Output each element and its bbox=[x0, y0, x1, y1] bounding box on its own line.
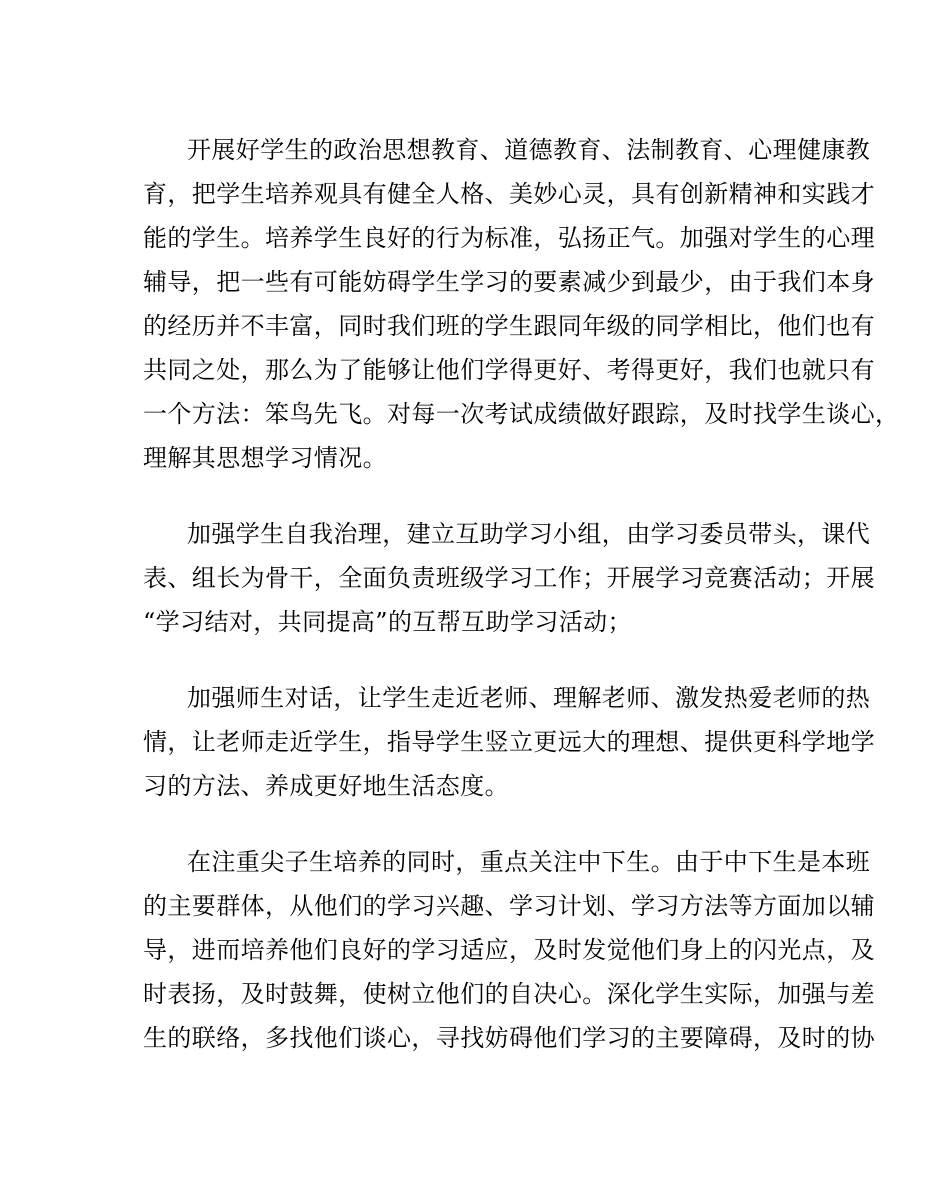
text-line: 育，把学生培养观具有健全人格、美妙心灵，具有创新精神和实践才 bbox=[143, 180, 875, 208]
text-line: 时表扬，及时鼓舞，使树立他们的自决心。深化学生实际，加强与差 bbox=[143, 980, 875, 1008]
text-line: 加强师生对话，让学生走近老师、理解老师、激发热爱老师的热 bbox=[187, 684, 871, 712]
text-line: 加强学生自我治理，建立互助学习小组，由学习委员带头，课代 bbox=[187, 520, 871, 548]
text-line: 习的方法、养成更好地生活态度。 bbox=[143, 772, 509, 800]
text-line: 表、组长为骨干，全面负责班级学习工作；开展学习竞赛活动；开展 bbox=[143, 564, 875, 592]
text-line: “学习结对，共同提高”的互帮互助学习活动； bbox=[143, 608, 632, 636]
text-line: 共同之处，那么为了能够让他们学得更好、考得更好，我们也就只有 bbox=[143, 356, 875, 384]
text-line: 在注重尖子生培养的同时，重点关注中下生。由于中下生是本班 bbox=[187, 848, 871, 876]
text-line: 生的联络，多找他们谈心，寻找妨碍他们学习的主要障碍，及时的协 bbox=[143, 1024, 875, 1052]
text-line: 辅导，把一些有可能妨碍学生学习的要素减少到最少，由于我们本身 bbox=[143, 268, 875, 296]
text-line: 导，进而培养他们良好的学习适应，及时发觉他们身上的闪光点，及 bbox=[143, 936, 875, 964]
text-line: 情，让老师走近学生，指导学生竖立更远大的理想、提供更科学地学 bbox=[143, 728, 875, 756]
text-line: 能的学生。培养学生良好的行为标准，弘扬正气。加强对学生的心理 bbox=[143, 224, 875, 252]
text-line: 的主要群体，从他们的学习兴趣、学习计划、学习方法等方面加以辅 bbox=[143, 892, 875, 920]
text-line: 理解其思想学习情况。 bbox=[143, 444, 387, 472]
text-line: 一个方法：笨鸟先飞。对每一次考试成绩做好跟踪，及时找学生谈心， bbox=[143, 400, 900, 428]
text-line: 的经历并不丰富，同时我们班的学生跟同年级的同学相比，他们也有 bbox=[143, 312, 875, 340]
text-line: 开展好学生的政治思想教育、道德教育、法制教育、心理健康教 bbox=[187, 136, 871, 164]
